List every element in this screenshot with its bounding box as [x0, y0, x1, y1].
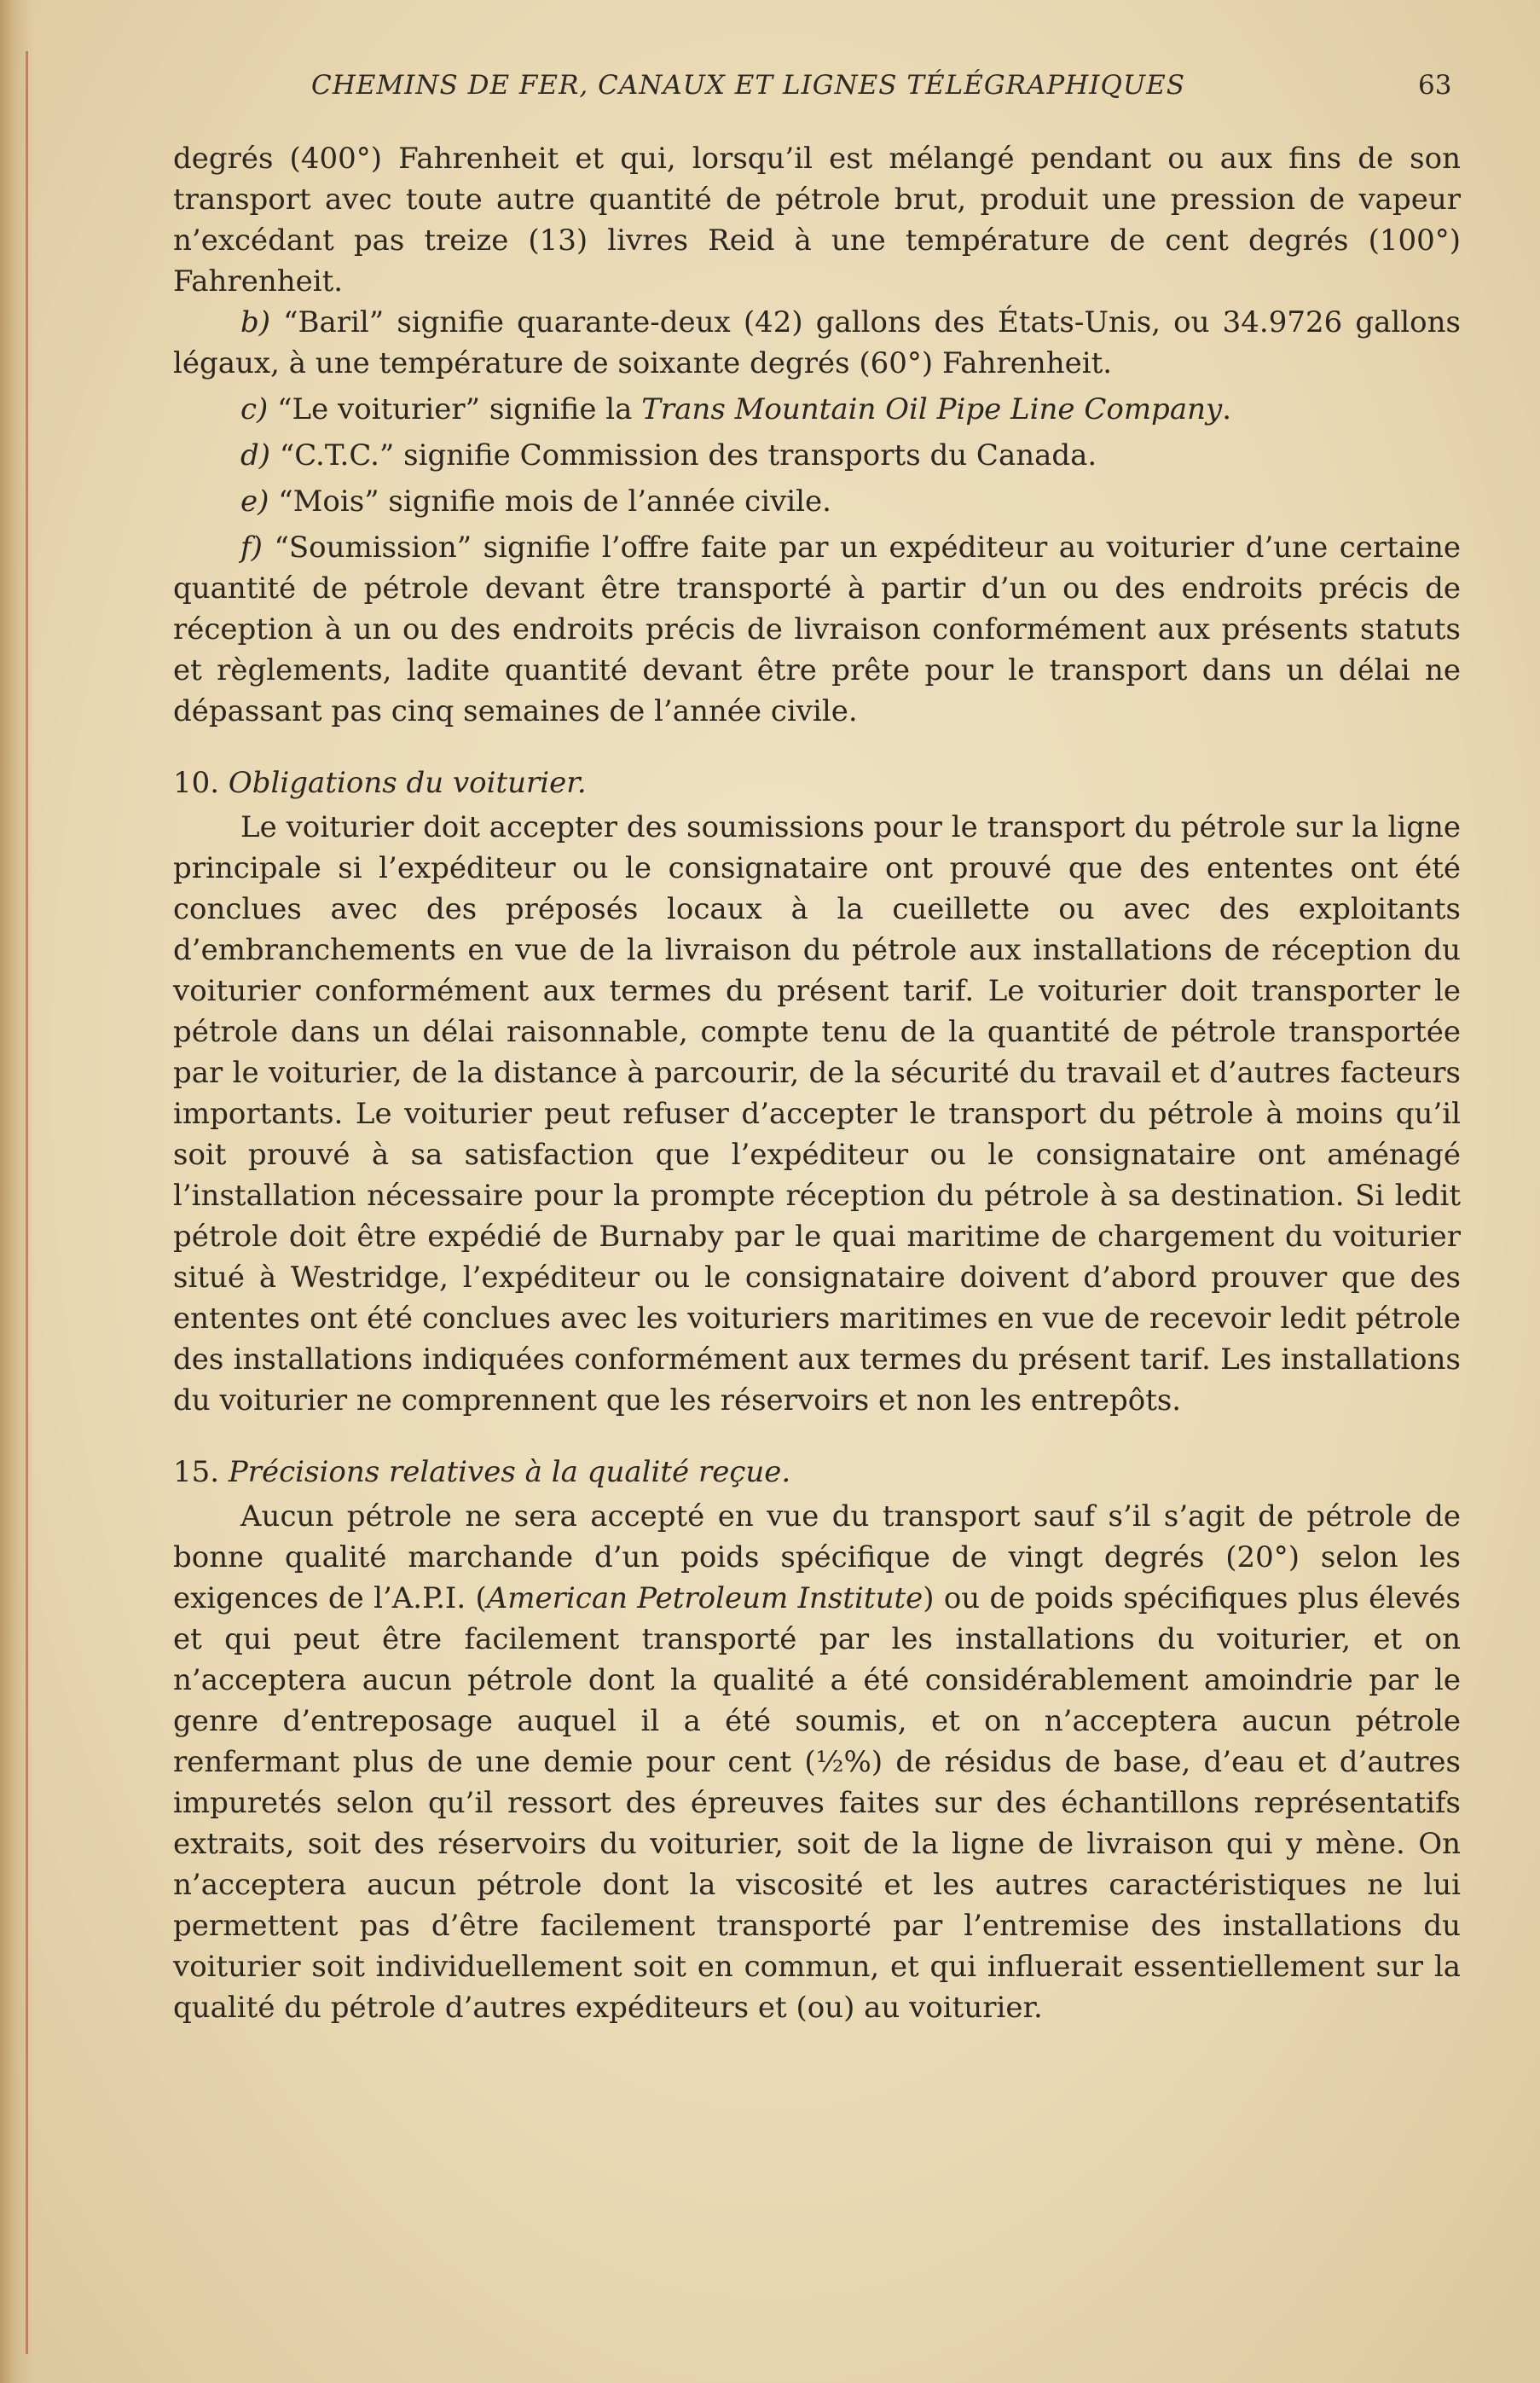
section-body-text: Aucun pétrole ne sera accepté en vue du transport sauf s’il s’agit de pétrole de bonne qualité marchande d’un poids spécifique de vingt degrés (20°) selon les exigences de l’A.P.I. (	[173, 1499, 1461, 1615]
section-number: 15.	[173, 1455, 220, 1489]
section-body-10: Le voiturier doit accepter des soumissions pour le transport du pétrole sur la ligne principale si l’expéditeur ou le consignataire ont prouvé que des ententes ont été conclues avec des préposés locaux à la cueillette ou avec des exploitants d’embranchements en vue de la livraison du pétrole aux installations de réception du voiturier conformément aux termes du présent tarif. Le voiturier doit transporter le pétrole dans un délai raisonnable, compte tenu de la quantité de pétrole transportée par le voiturier, de la distance à parcourir, de la sécurité du travail et d’autres facteurs importants. Le voiturier peut refuser d’accepter le transport du pétrole à moins qu’il soit prouvé à sa satisfaction que l’expéditeur ou le consignataire ont aménagé l’installation nécessaire pour la prompte réception du pétrole à sa destination. Si ledit pétrole doit être expédié de Burnaby par le quai maritime de chargement du voiturier situé à Westridge, l’expéditeur ou le consignataire doivent d’abord prouver que des ententes ont été conclues avec les voituriers maritimes en vue de recevoir ledit pétrole des installations indiquées conformément aux termes du présent tarif. Les installations du voiturier ne comprennent que les réservoirs et non les entrepôts.	[173, 810, 1461, 1418]
definition-text-end: .	[1222, 392, 1232, 426]
definition-label: e)	[240, 484, 269, 519]
section-heading-15	[173, 1452, 1461, 1493]
company-name: Trans Mountain Oil Pipe Line Company	[641, 392, 1223, 426]
definition-b	[173, 302, 1461, 384]
binding-margin-line	[26, 51, 28, 2354]
definition-e	[173, 481, 1461, 522]
definition-text: “Mois” signifie mois de l’année civile.	[278, 484, 831, 519]
section-body-15	[173, 1496, 1461, 2028]
definition-label: d)	[240, 438, 271, 473]
continuation-paragraph: degrés (400°) Fahrenheit et qui, lorsqu’il est mélangé pendant ou aux fins de son transport avec toute autre quantité de pétrole brut, produit une pression de vapeur n’excédant pas treize (13) livres Reid à une température de cent degrés (100°) Fahrenheit.	[173, 142, 1461, 299]
section-title: Obligations du voiturier.	[228, 766, 587, 800]
section-title: Précisions relatives à la qualité reçue.	[228, 1455, 791, 1489]
definition-text: “Baril” signifie quarante-deux (42) gallons des États-Unis, ou 34.9726 gallons légaux, à une température de soixante degrés (60°) Fahrenheit.	[173, 305, 1461, 380]
definition-text: “Le voiturier” signifie la	[277, 392, 642, 426]
body-text	[173, 138, 1461, 2028]
page-binding-edge	[0, 0, 34, 2383]
institute-name: American Petroleum Institute	[486, 1581, 923, 1615]
section-heading-10	[173, 762, 1461, 803]
definition-label: b)	[240, 305, 271, 339]
section-number: 10.	[173, 766, 220, 800]
page-number: 63	[1418, 70, 1452, 101]
definition-label: c)	[240, 392, 269, 426]
definition-text: “C.T.C.” signifie Commission des transports du Canada.	[279, 438, 1097, 473]
definition-label: f)	[240, 531, 263, 565]
definition-f	[173, 527, 1461, 732]
definition-c	[173, 389, 1461, 430]
definition-text: “Soumission” signifie l’offre faite par un expéditeur au voiturier d’une certaine quantité de pétrole devant être transporté à partir d’un ou des endroits précis de réception à un ou des endroits précis de livraison conformément aux présents statuts et règlements, ladite quantité devant être prête pour le transport dans un délai ne dépassant pas cinq semaines de l’année civile.	[173, 531, 1462, 728]
running-title: CHEMINS DE FER, CANAUX ET LIGNES TÉLÉGRAPHIQUES	[311, 70, 1185, 101]
section-body-text-end: ) ou de poids spécifiques plus élevés et qui peut être facilement transporté par les installations du voiturier, et on n’acceptera aucun pétrole dont la qualité a été considérablement amoindrie par le genre d’entreposage auquel il a été soumis, et on n’acceptera aucun pétrole renfermant plus de une demie pour cent (½%) de résidus de base, d’eau et d’autres impuretés selon qu’il ressort des épreuves faites sur des échantillons représentatifs extraits, soit des réservoirs du voiturier, soit de la ligne de livraison qui y mène. On n’acceptera aucun pétrole dont la viscosité et les autres caractéristiques ne lui permettent pas d’être facilement transporté par l’entremise des installations du voiturier soit individuellement soit en commun, et qui influerait essentiellement sur la qualité du pétrole d’autres expéditeurs et (ou) au voiturier.	[173, 1581, 1462, 2025]
definition-d	[173, 435, 1461, 476]
